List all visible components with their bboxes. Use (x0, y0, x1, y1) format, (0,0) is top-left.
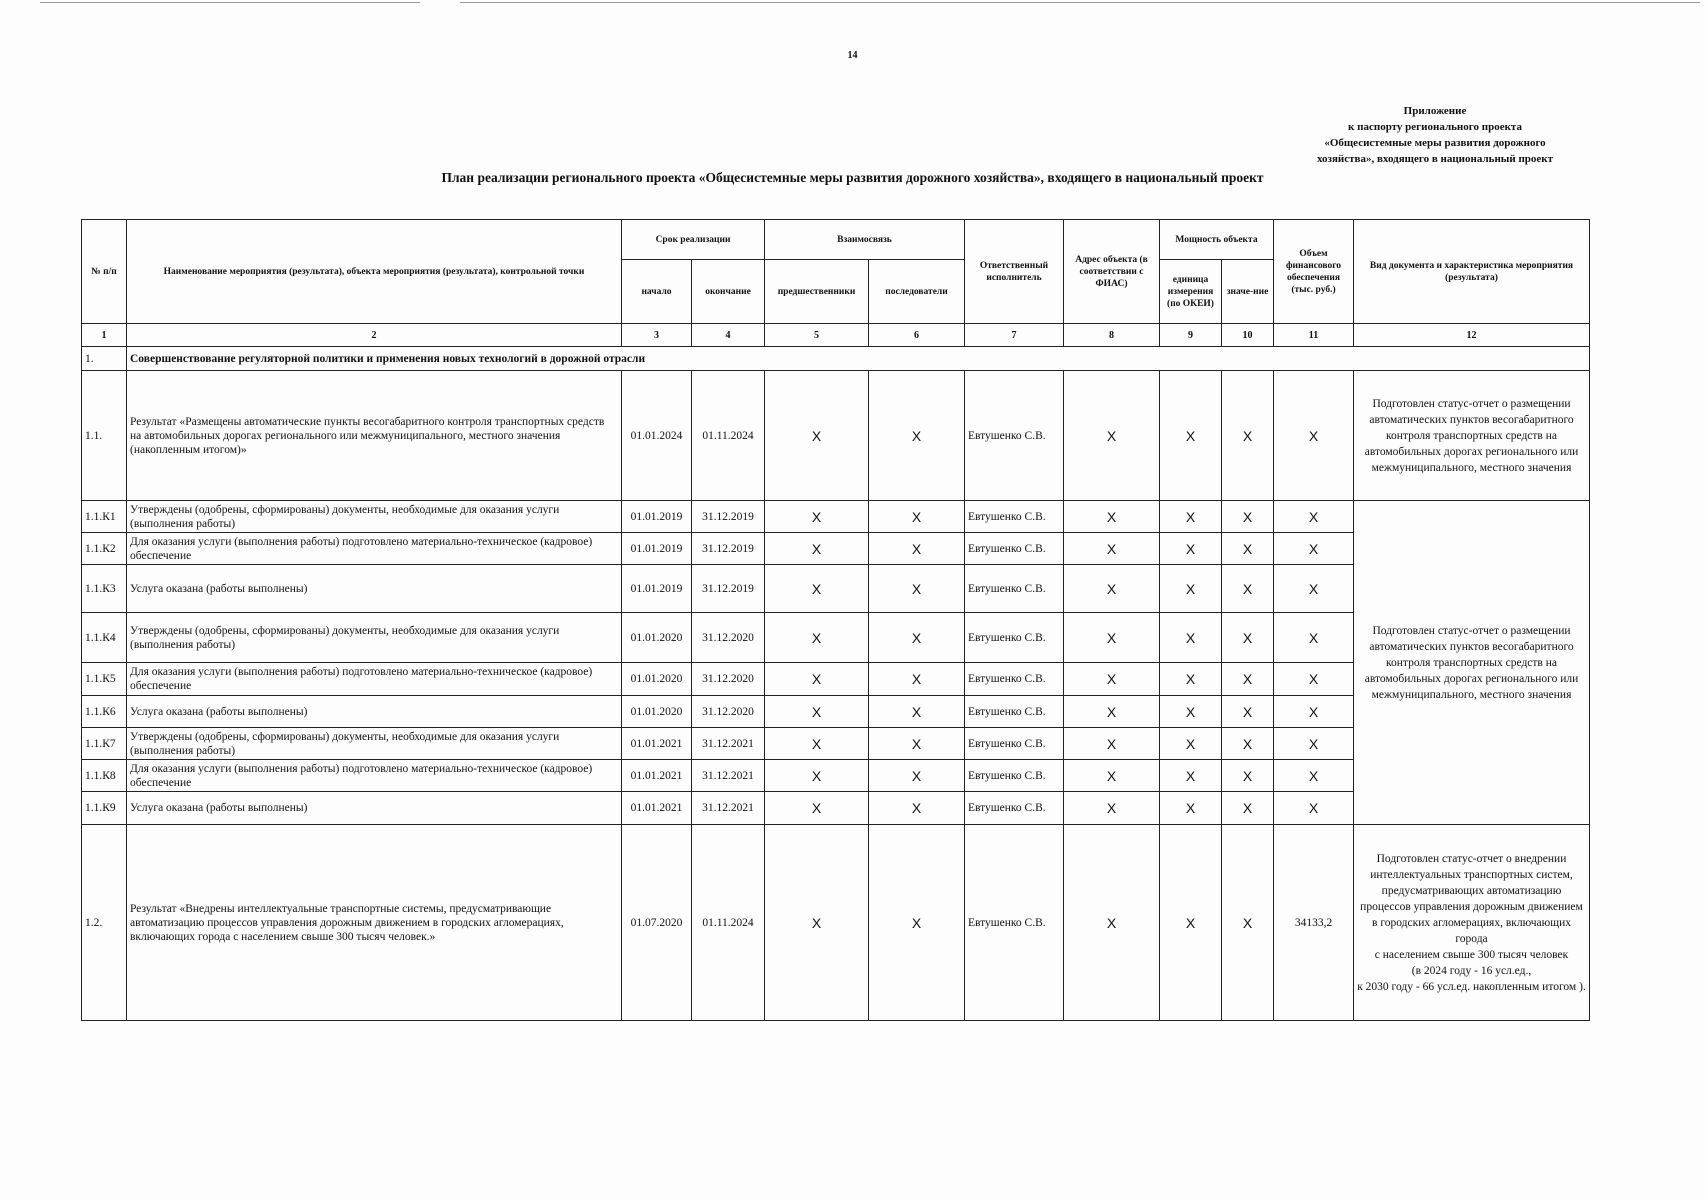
row-predecessors: X (765, 613, 869, 663)
row-name: Услуга оказана (работы выполнены) (127, 792, 622, 825)
column-number: 11 (1274, 324, 1354, 347)
row-value: X (1222, 728, 1274, 760)
column-number: 10 (1222, 324, 1274, 347)
row-name: Утверждены (одобрены, сформированы) документы, необходимые для оказания услуги (выполнения работы) (127, 728, 622, 760)
row-num: 1.1.К1 (82, 501, 127, 533)
group-description: Подготовлен статус-отчет о размещении автоматических пунктов весогабаритного контроля транспортных средств на автомобильных дорогах регионального или межмуниципального, местного значения (1354, 501, 1590, 825)
header-start: начало (622, 260, 692, 324)
row-start: 01.01.2021 (622, 760, 692, 792)
row-successors: X (869, 501, 965, 533)
header-num: № п/п (82, 220, 127, 324)
row-address: X (1064, 792, 1160, 825)
row-unit: X (1160, 533, 1222, 565)
row-name: Для оказания услуги (выполнения работы) подготовлено материально-техническое (кадровое) обеспечение (127, 663, 622, 696)
row-end: 31.12.2020 (692, 613, 765, 663)
row-funding: X (1274, 613, 1354, 663)
row-unit: X (1160, 696, 1222, 728)
row-responsible: Евтушенко С.В. (965, 825, 1064, 1021)
row-num: 1.1.К3 (82, 565, 127, 613)
row-funding: X (1274, 696, 1354, 728)
row-num: 1.2. (82, 825, 127, 1021)
row-funding: X (1274, 792, 1354, 825)
scan-edge-top-right (460, 2, 1700, 3)
header-end: окончание (692, 260, 765, 324)
row-unit: X (1160, 565, 1222, 613)
row-responsible: Евтушенко С.В. (965, 533, 1064, 565)
row-value: X (1222, 663, 1274, 696)
row-funding: X (1274, 501, 1354, 533)
row-name: Результат «Размещены автоматические пункты весогабаритного контроля транспортных средств на автомобильных дорогах регионального или межмуниципального, местного значения (накопленным итогом)» (127, 371, 622, 501)
row-responsible: Евтушенко С.В. (965, 792, 1064, 825)
row-funding: X (1274, 371, 1354, 501)
row-address: X (1064, 565, 1160, 613)
row-value: X (1222, 533, 1274, 565)
description-part: (в 2024 году - 16 усл.ед., (1411, 964, 1532, 977)
row-value: X (1222, 565, 1274, 613)
row-start: 01.07.2020 (622, 825, 692, 1021)
row-name: Утверждены (одобрены, сформированы) документы, необходимые для оказания услуги (выполнения работы) (127, 501, 622, 533)
column-number-row (82, 324, 1590, 347)
column-number: 6 (869, 324, 965, 347)
column-number: 1 (82, 324, 127, 347)
appendix-line-4: хозяйства», входящего в национальный проект (1316, 153, 1554, 165)
row-predecessors: X (765, 696, 869, 728)
row-responsible: Евтушенко С.В. (965, 663, 1064, 696)
row-num: 1.1.К9 (82, 792, 127, 825)
plan-table (81, 219, 1590, 1021)
row-predecessors: X (765, 533, 869, 565)
row-successors: X (869, 613, 965, 663)
row-end: 01.11.2024 (692, 825, 765, 1021)
row-successors: X (869, 533, 965, 565)
row-funding: X (1274, 728, 1354, 760)
header-successors: последователи (869, 260, 965, 324)
row-funding: X (1274, 533, 1354, 565)
header-period: Срок реализации (622, 220, 765, 260)
table-row (82, 371, 1590, 501)
row-funding: X (1274, 565, 1354, 613)
column-number: 4 (692, 324, 765, 347)
row-end: 31.12.2021 (692, 728, 765, 760)
row-address: X (1064, 613, 1160, 663)
column-number: 8 (1064, 324, 1160, 347)
section-title: Совершенствование регуляторной политики и применения новых технологий в дорожной отрасли (127, 347, 1590, 371)
row-predecessors: X (765, 792, 869, 825)
column-number: 2 (127, 324, 622, 347)
row-description: Подготовлен статус-отчет о размещении автоматических пунктов весогабаритного контроля транспортных средств на автомобильных дорогах регионального или межмуниципального, местного значения (1354, 371, 1590, 501)
row-end: 31.12.2021 (692, 792, 765, 825)
row-predecessors: X (765, 565, 869, 613)
row-unit: X (1160, 728, 1222, 760)
row-end: 31.12.2020 (692, 663, 765, 696)
row-start: 01.01.2020 (622, 663, 692, 696)
row-num: 1.1.К4 (82, 613, 127, 663)
row-responsible: Евтушенко С.В. (965, 371, 1064, 501)
header-address: Адрес объекта (в соответствии с ФИАС) (1064, 220, 1160, 324)
row-value: X (1222, 501, 1274, 533)
row-value: X (1222, 613, 1274, 663)
column-number: 7 (965, 324, 1064, 347)
row-value: X (1222, 825, 1274, 1021)
row-unit: X (1160, 663, 1222, 696)
row-address: X (1064, 533, 1160, 565)
row-address: X (1064, 760, 1160, 792)
table-row (82, 825, 1590, 1021)
section-row (82, 347, 1590, 371)
row-successors: X (869, 565, 965, 613)
row-start: 01.01.2019 (622, 501, 692, 533)
row-successors: X (869, 371, 965, 501)
column-number: 5 (765, 324, 869, 347)
row-successors: X (869, 792, 965, 825)
row-end: 31.12.2019 (692, 533, 765, 565)
row-start: 01.01.2021 (622, 792, 692, 825)
row-value: X (1222, 371, 1274, 501)
header-capacity: Мощность объекта (1160, 220, 1274, 260)
row-unit: X (1160, 371, 1222, 501)
row-address: X (1064, 501, 1160, 533)
row-end: 01.11.2024 (692, 371, 765, 501)
row-address: X (1064, 825, 1160, 1021)
row-start: 01.01.2019 (622, 565, 692, 613)
row-description (1354, 825, 1590, 1021)
row-unit: X (1160, 760, 1222, 792)
row-responsible: Евтушенко С.В. (965, 696, 1064, 728)
row-name: Услуга оказана (работы выполнены) (127, 696, 622, 728)
row-num: 1.1.К7 (82, 728, 127, 760)
row-responsible: Евтушенко С.В. (965, 565, 1064, 613)
row-predecessors: X (765, 728, 869, 760)
scan-edge-top-left (40, 2, 420, 3)
row-unit: X (1160, 792, 1222, 825)
row-end: 31.12.2019 (692, 501, 765, 533)
row-name: Утверждены (одобрены, сформированы) документы, необходимые для оказания услуги (выполнения работы) (127, 613, 622, 663)
row-predecessors: X (765, 760, 869, 792)
column-number: 12 (1354, 324, 1590, 347)
row-start: 01.01.2020 (622, 613, 692, 663)
header-doc: Вид документа и характеристика мероприятия (результата) (1354, 220, 1590, 324)
header-responsible: Ответственный исполнитель (965, 220, 1064, 324)
row-funding: 34133,2 (1274, 825, 1354, 1021)
row-funding: X (1274, 663, 1354, 696)
description-part: Подготовлен статус-отчет о внедрении интеллектуальных транспортных систем, предусматривающих автоматизацию процессов управления дорожным движением в городских агломерациях, включающих города (1360, 852, 1583, 945)
row-start: 01.01.2020 (622, 696, 692, 728)
row-responsible: Евтушенко С.В. (965, 728, 1064, 760)
row-address: X (1064, 663, 1160, 696)
row-predecessors: X (765, 501, 869, 533)
row-predecessors: X (765, 663, 869, 696)
row-responsible: Евтушенко С.В. (965, 760, 1064, 792)
page-number: 14 (847, 50, 858, 61)
row-predecessors: X (765, 371, 869, 501)
column-number: 3 (622, 324, 692, 347)
row-num: 1.1.К5 (82, 663, 127, 696)
row-name: Услуга оказана (работы выполнены) (127, 565, 622, 613)
row-num: 1.1. (82, 371, 127, 501)
row-start: 01.01.2021 (622, 728, 692, 760)
row-address: X (1064, 696, 1160, 728)
row-num: 1.1.К2 (82, 533, 127, 565)
row-successors: X (869, 696, 965, 728)
row-address: X (1064, 728, 1160, 760)
row-successors: X (869, 728, 965, 760)
header-relation: Взаимосвязь (765, 220, 965, 260)
row-value: X (1222, 696, 1274, 728)
description-part: к 2030 году - 66 усл.ед. накопленным итогом ). (1357, 980, 1586, 993)
column-number: 9 (1160, 324, 1222, 347)
table-row (82, 501, 1590, 533)
row-start: 01.01.2024 (622, 371, 692, 501)
row-successors: X (869, 760, 965, 792)
appendix-line-2: к паспорту регионального проекта (1348, 121, 1522, 133)
row-responsible: Евтушенко С.В. (965, 501, 1064, 533)
row-successors: X (869, 825, 965, 1021)
row-responsible: Евтушенко С.В. (965, 613, 1064, 663)
row-unit: X (1160, 613, 1222, 663)
header-funding: Объем финансового обеспечения (тыс. руб.) (1274, 220, 1354, 324)
plan-title: План реализации регионального проекта «Общесистемные меры развития дорожного хозяйства», входящего в национальный проект (441, 170, 1264, 185)
row-name: Результат «Внедрены интеллектуальные транспортные системы, предусматривающие автоматизацию процессов управления дорожным движением в городских агломерациях, включающих города с населением свыше 300 тысяч человек.» (127, 825, 622, 1021)
row-value: X (1222, 792, 1274, 825)
row-name: Для оказания услуги (выполнения работы) подготовлено материально-техническое (кадровое) обеспечение (127, 533, 622, 565)
row-num: 1.1.К6 (82, 696, 127, 728)
row-name: Для оказания услуги (выполнения работы) подготовлено материально-техническое (кадровое) обеспечение (127, 760, 622, 792)
appendix-line-3: «Общесистемные меры развития дорожного (1324, 137, 1546, 149)
row-funding: X (1274, 760, 1354, 792)
description-part: с населением свыше 300 тысяч человек (1374, 948, 1569, 961)
section-num: 1. (82, 347, 127, 371)
appendix-note (1280, 103, 1590, 167)
row-value: X (1222, 760, 1274, 792)
header-value: значе-ние (1222, 260, 1274, 324)
row-unit: X (1160, 501, 1222, 533)
row-num: 1.1.К8 (82, 760, 127, 792)
row-end: 31.12.2019 (692, 565, 765, 613)
header-name: Наименование мероприятия (результата), объекта мероприятия (результата), контрольной точки (127, 220, 622, 324)
row-successors: X (869, 663, 965, 696)
header-predecessors: предшественники (765, 260, 869, 324)
row-predecessors: X (765, 825, 869, 1021)
row-address: X (1064, 371, 1160, 501)
row-unit: X (1160, 825, 1222, 1021)
row-end: 31.12.2020 (692, 696, 765, 728)
row-start: 01.01.2019 (622, 533, 692, 565)
row-end: 31.12.2021 (692, 760, 765, 792)
appendix-line-1: Приложение (1403, 105, 1467, 117)
header-unit: единица измерения (по ОКЕИ) (1160, 260, 1222, 324)
